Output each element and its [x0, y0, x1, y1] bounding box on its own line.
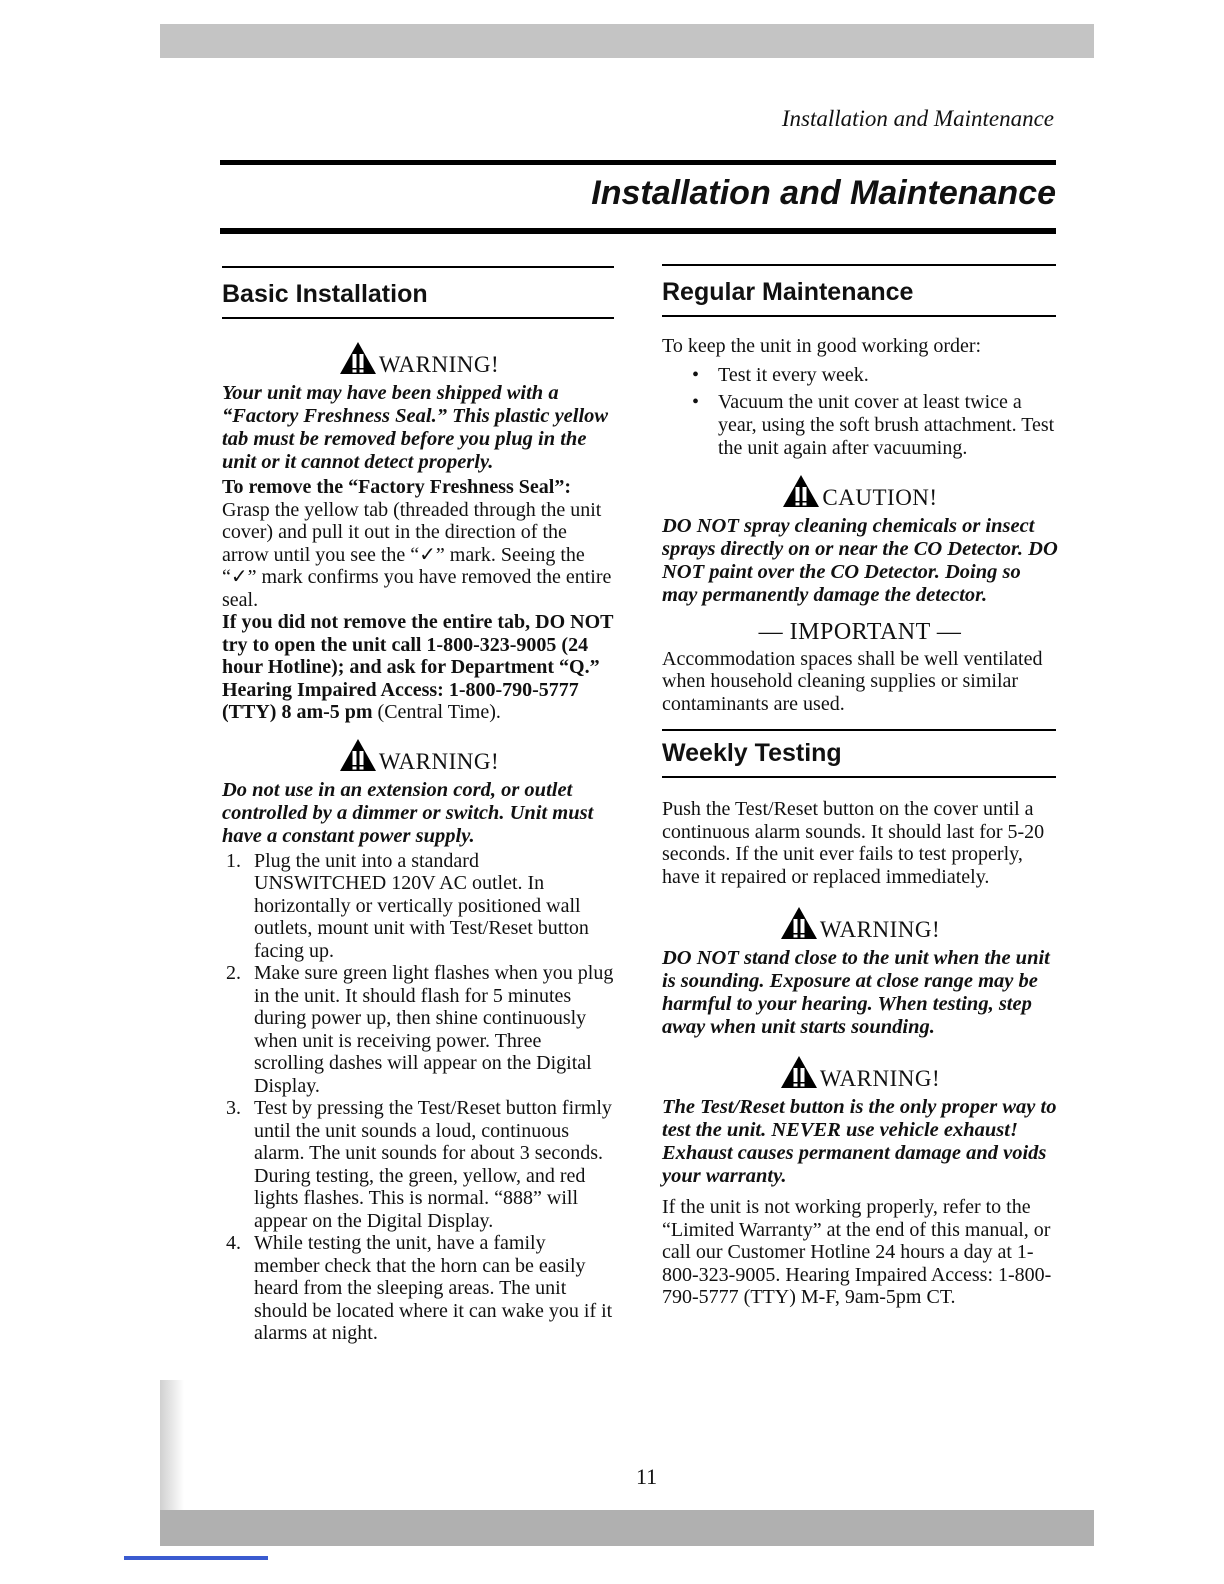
installation-steps	[222, 850, 616, 1345]
warning-heading	[662, 1055, 1058, 1092]
important-heading: — IMPORTANT —	[758, 618, 962, 645]
basic-installation-title: Basic Installation	[222, 280, 428, 308]
weekly-testing-title: Weekly Testing	[662, 739, 842, 767]
left-column	[222, 266, 616, 1345]
blue-underline	[124, 1556, 268, 1560]
remove-seal-paragraph	[222, 476, 616, 611]
warning-text: The Test/Reset button is the only proper way to test the unit. NEVER use vehicle exhaust! Exhaust causes permanent damage and voids your warranty.	[662, 1096, 1057, 1187]
section-rule	[222, 266, 614, 268]
remove-seal-lead: To remove the “Factory Freshness Seal”:	[222, 476, 572, 498]
caution-label: CAUTION!	[822, 484, 938, 510]
page-title: Installation and Maintenance	[591, 174, 1056, 212]
remove-seal-text: Grasp the yellow tab (threaded through the unit cover) and pull it out in the direction of the arrow until you see the “✓” mark. Seeing the “✓” mark confirms you have removed the entire seal.	[222, 498, 612, 611]
title-rule-top	[220, 160, 1056, 165]
running-head: Installation and Maintenance	[781, 106, 1054, 131]
list-item: 2. Make sure green light flashes when you plug in the unit. It should flash for 5 minutes during power up, then shine continuously when unit is receiving power. Three scrolling dashes will appear on the Digital Display.	[226, 962, 614, 1097]
section-rule	[222, 317, 614, 319]
scan-shadow	[160, 1380, 184, 1530]
warning-label: WARNING!	[378, 352, 500, 377]
warning-label: WARNING!	[819, 1066, 941, 1091]
list-item: • Test it every week.	[692, 363, 869, 386]
warning-heading	[222, 738, 616, 775]
regular-maintenance-title: Regular Maintenance	[662, 278, 914, 306]
caution-heading	[662, 474, 1058, 511]
warning-triangle-icon	[782, 474, 820, 508]
warning-triangle-icon	[780, 1055, 818, 1089]
weekly-testing-text: Push the Test/Reset button on the cover until a continuous alarm sounds. It should last for 5-20 seconds. If the unit ever fails to test properly, have it repaired or replaced immediately.	[662, 798, 1045, 888]
warning-triangle-icon	[339, 341, 377, 375]
hotline-notice	[222, 611, 616, 724]
section-rule	[662, 315, 1056, 317]
page-number: 11	[636, 1464, 658, 1489]
maintenance-list	[662, 364, 1058, 460]
bottom-scan-bar	[160, 1510, 1094, 1546]
hotline-notice-bold: If you did not remove the entire tab, DO NOT try to open the unit call 1-800-323-9005 (24 hour Hotline); and ask for Department “Q.” Hearing Impaired Access: 1-800-790-5777 (TTY) 8 am-5 pm	[222, 611, 614, 723]
warning-text: Your unit may have been shipped with a “Factory Freshness Seal.” This plastic yellow tab must be removed before you plug in the unit or it cannot detect properly.	[222, 382, 609, 473]
hotline-notice-tail: (Central Time).	[372, 701, 501, 723]
warning-label: WARNING!	[819, 917, 941, 942]
important-text: Accommodation spaces shall be well ventilated when household cleaning supplies or similar contaminants are used.	[662, 647, 1043, 715]
section-rule	[662, 729, 1056, 731]
closing-paragraph: If the unit is not working properly, refer to the “Limited Warranty” at the end of this manual, or call our Customer Hotline 24 hours a day at 1-800-323-9005. Hearing Impaired Access: 1-800-790-5777 (TTY) M-F, 9am-5pm CT.	[662, 1196, 1052, 1308]
warning-text: Do not use in an extension cord, or outlet controlled by a dimmer or switch. Unit must have a constant power supply.	[222, 778, 594, 847]
section-rule	[662, 264, 1056, 266]
caution-text: DO NOT spray cleaning chemicals or insect sprays directly on or near the CO Detector. DO NOT paint over the CO Detector. Doing so may permanently damage the detector.	[662, 514, 1058, 606]
list-item: 4. While testing the unit, have a family member check that the horn can be easily heard from the sleeping areas. The unit should be located where it can wake you if it alarms at night.	[226, 1232, 613, 1344]
list-item: 3. Test by pressing the Test/Reset button firmly until the unit sounds a loud, continuous alarm. The unit sounds for about 3 seconds. During testing, the green, yellow, and red lights flashes. This is normal. “888” will appear on the Digital Display.	[226, 1097, 612, 1232]
list-item: 1. Plug the unit into a standard UNSWITCHED 120V AC outlet. In horizontally or vertically positioned wall outlets, mount unit with Test/Reset button facing up.	[226, 849, 589, 962]
warning-triangle-icon	[339, 738, 377, 772]
warning-heading	[662, 906, 1058, 943]
section-rule	[662, 776, 1056, 778]
warning-triangle-icon	[780, 906, 818, 940]
list-item: • Vacuum the unit cover at least twice a year, using the soft brush attachment. Test the unit again after vacuuming.	[692, 390, 1055, 459]
right-column	[662, 264, 1058, 1309]
top-scan-bar	[160, 24, 1094, 58]
maintenance-intro: To keep the unit in good working order:	[662, 335, 982, 357]
title-rule-bottom	[220, 228, 1056, 234]
warning-text: DO NOT stand close to the unit when the unit is sounding. Exposure at close range may be harmful to your hearing. When testing, step away when unit starts sounding.	[662, 947, 1050, 1038]
warning-label: WARNING!	[378, 748, 500, 774]
warning-heading	[222, 341, 616, 378]
